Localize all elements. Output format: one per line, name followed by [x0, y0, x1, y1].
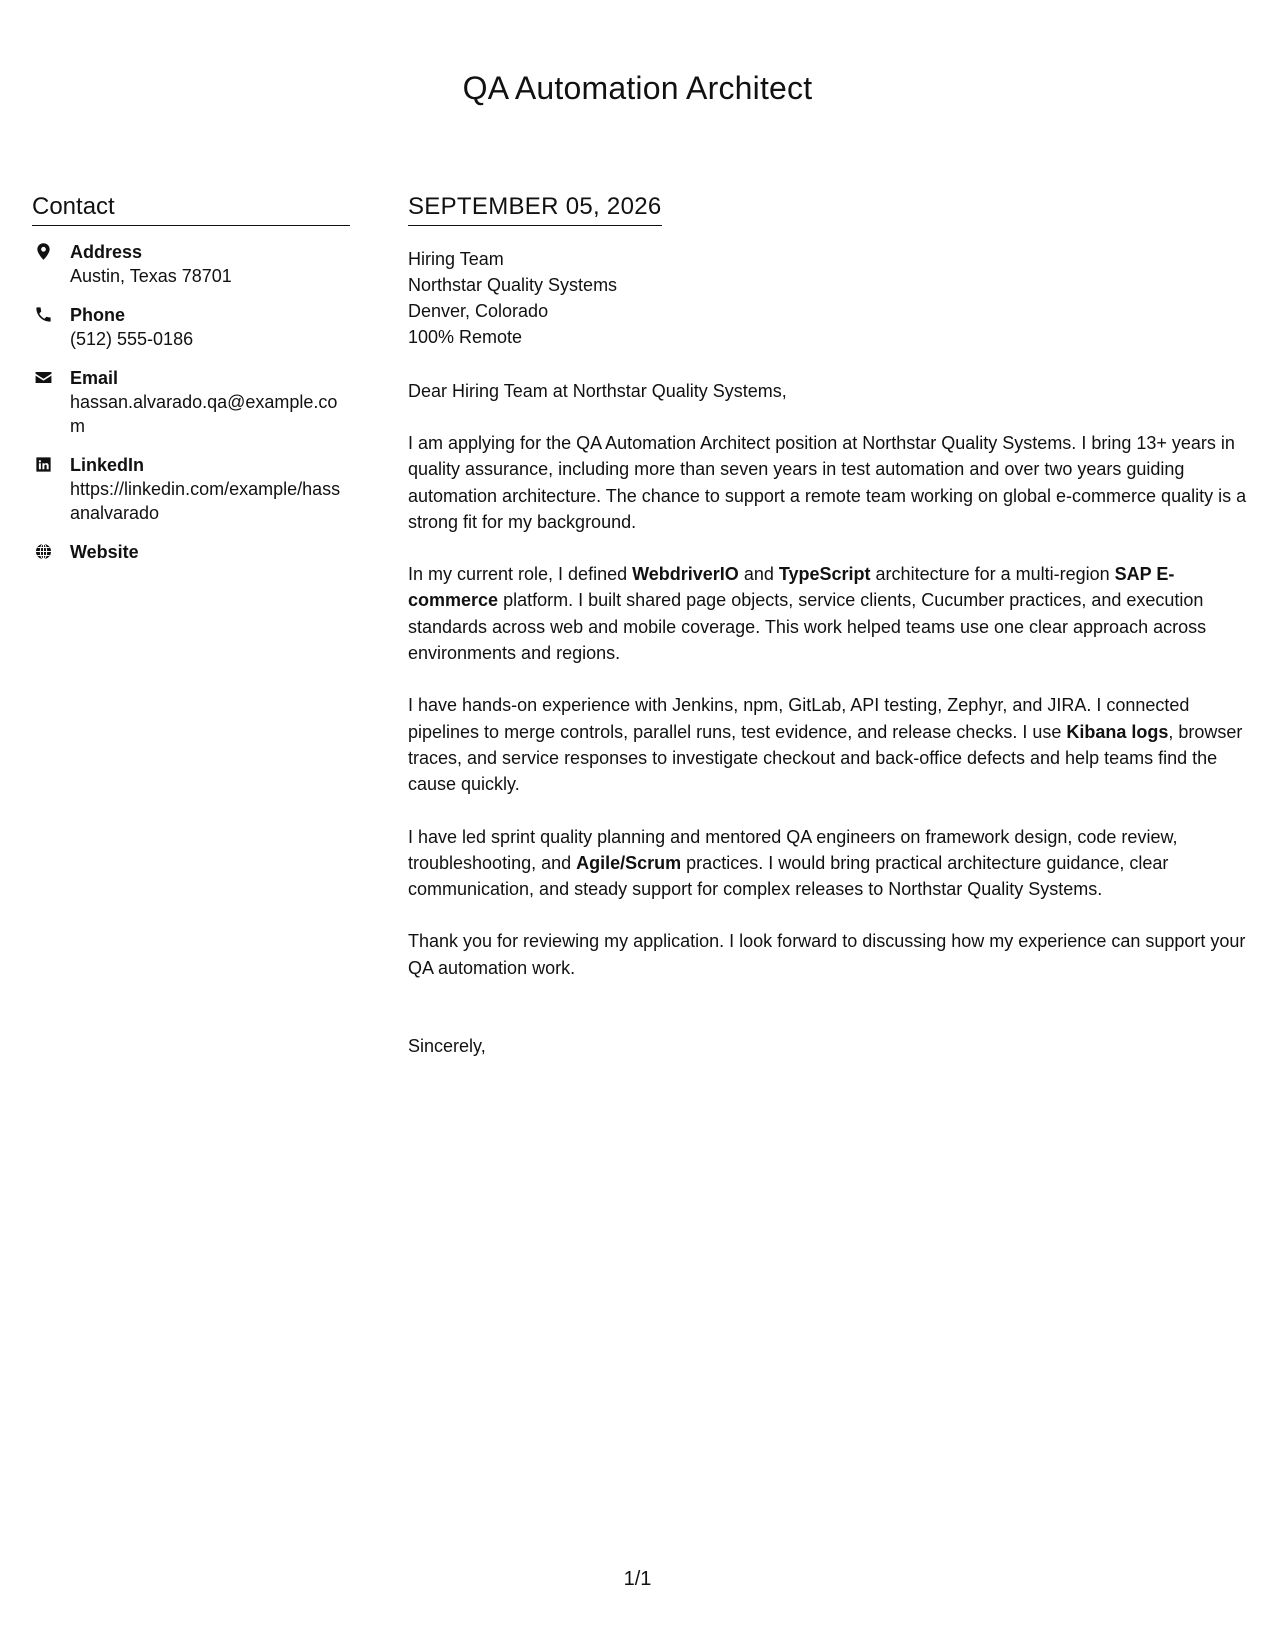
recipient-line: Denver, Colorado — [408, 301, 549, 321]
phone-icon — [32, 303, 70, 324]
recipient-line: 100% Remote — [408, 327, 523, 347]
contact-item-email — [32, 366, 350, 438]
address-value: Austin, Texas 78701 — [70, 266, 232, 286]
phone-label: Phone — [70, 305, 126, 325]
contact-sidebar — [32, 193, 350, 579]
bold-term: Agile/Scrum — [576, 852, 682, 873]
text-run: I have led sprint quality planning and mentored QA engineers on framework design, code review, troubleshooting, and — [408, 826, 1178, 873]
email-label: Email — [70, 368, 119, 388]
text-run: , browser traces, and service responses to investigate checkout and back-office defects and help teams find the cause quickly. — [408, 721, 1243, 795]
bold-term: SAP E-commerce — [408, 564, 1175, 611]
recipient-block — [408, 246, 1248, 350]
linkedin-icon — [32, 453, 70, 474]
recipient-line: Northstar Quality Systems — [408, 275, 618, 295]
bold-term: Kibana logs — [1066, 721, 1169, 742]
text-run: I have hands-on experience with Jenkins, npm, GitLab, API testing, Zephyr, and JIRA. I connected pipelines to merge controls, parallel runs, test evidence, and release checks. I use — [408, 695, 1190, 742]
bold-term: WebdriverIO — [632, 564, 739, 585]
contact-item-website — [32, 540, 350, 564]
envelope-icon — [32, 366, 70, 387]
text-run: platform. I built shared page objects, service clients, Cucumber practices, and execution standards across web and mobile coverage. This work helped teams use one clear approach across environments and regions. — [408, 590, 1207, 664]
contact-item-address — [32, 240, 350, 288]
contact-heading: Contact — [32, 193, 350, 226]
linkedin-label: LinkedIn — [70, 455, 145, 475]
closing: Sincerely, — [408, 1036, 486, 1057]
map-pin-icon — [32, 240, 70, 261]
globe-icon — [32, 540, 70, 561]
letter-date: SEPTEMBER 05, 2026 — [408, 193, 662, 226]
text-run: In my current role, I defined — [408, 564, 633, 585]
paragraph-3 — [408, 692, 1248, 797]
bold-term: TypeScript — [778, 564, 871, 585]
page-number: 1/1 — [623, 1568, 652, 1590]
paragraph-4 — [408, 824, 1248, 903]
address-label: Address — [70, 242, 143, 262]
letter-body — [408, 193, 1248, 1059]
email-value[interactable]: hassan.alvarado.qa@example.com — [70, 392, 338, 436]
paragraph-5: Thank you for reviewing my application. I look forward to discussing how my experience can support your QA automation work. — [408, 931, 1246, 978]
contact-item-phone — [32, 303, 350, 351]
page-title: QA Automation Architect — [462, 70, 813, 106]
text-run: practices. I would bring practical architecture guidance, clear communication, and steady support for complex releases to Northstar Quality Systems. — [408, 852, 1169, 900]
paragraph-1: I am applying for the QA Automation Architect position at Northstar Quality Systems. I bring 13+ years in quality assurance, including more than seven years in test automation and over two years guiding automation architecture. The chance to support a remote team working on global e-commerce quality is a strong fit for my background. — [408, 433, 1247, 532]
website-label: Website — [70, 542, 139, 562]
linkedin-value[interactable]: https://linkedin.com/example/hassanalvarado — [70, 479, 341, 523]
text-run: architecture for a multi-region — [870, 564, 1115, 585]
paragraph-2 — [408, 561, 1248, 666]
salutation: Dear Hiring Team at Northstar Quality Systems, — [408, 381, 787, 401]
phone-value: (512) 555-0186 — [70, 329, 194, 349]
contact-item-linkedin — [32, 453, 350, 525]
recipient-line: Hiring Team — [408, 249, 504, 269]
text-run: and — [738, 564, 779, 585]
